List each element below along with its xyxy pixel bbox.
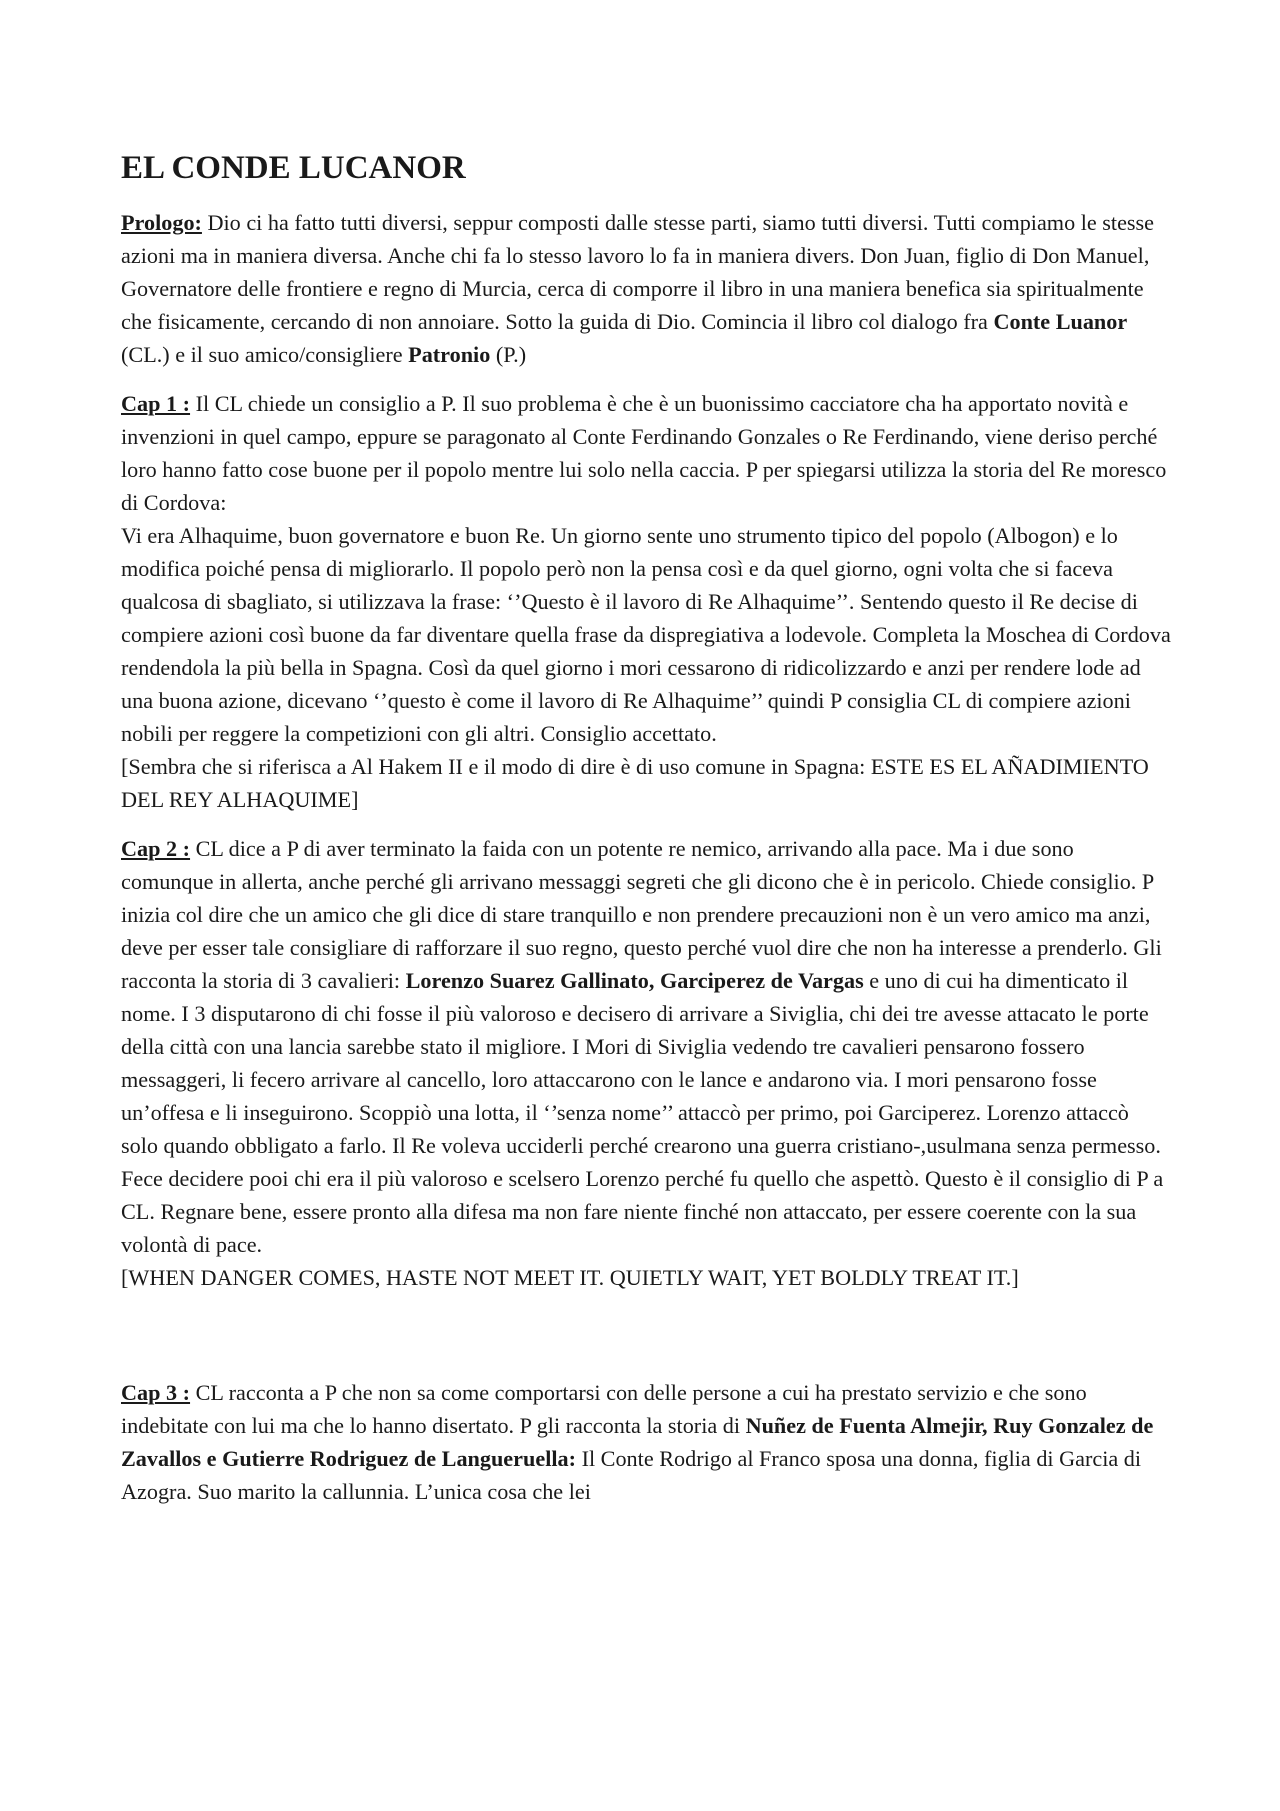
prologo-text-3: (P.) [490, 342, 527, 367]
prologo-text-2: (CL.) e il suo amico/consigliere [121, 342, 409, 367]
document-page [121, 148, 1171, 1508]
cap3-paragraph [121, 1376, 1171, 1508]
cap2-note: [WHEN DANGER COMES, HASTE NOT MEET IT. QUIETLY WAIT, YET BOLDLY TREAT IT.] [121, 1265, 1019, 1290]
cap1-story-paragraph: Vi era Alhaquime, buon governatore e buon Re. Un giorno sente uno strumento tipico del popolo (Albogon) e lo modifica poiché pensa di migliorarlo. Il popolo però non la pensa così e da quel giorno, ogni volta che si faceva qualcosa di sbagliato, si utilizzava la frase: ‘’Questo è il lavoro di Re Alhaquime’’. Sentendo questo il Re decise di compiere azioni così buone da far diventare quella frase da dispregiativa a lodevole. Completa la Moschea di Cordova rendendola la più bella in Spagna. Così da quel giorno i mori cessarono di ridicolizzardo e anzi per rendere lode ad una buona azione, dicevano ‘’questo è come il lavoro di Re Alhaquime’’ quindi P consiglia CL di compiere azioni nobili per reggere la competizioni con gli altri. Consiglio accettato. [121, 523, 1171, 746]
cap3-label: Cap 3 : [121, 1380, 191, 1405]
cap2-bold-knights: Lorenzo Suarez Gallinato, Garciperez de Vargas [405, 968, 864, 993]
cap2-label: Cap 2 : [121, 836, 191, 861]
cap2-text-2: e uno di cui ha dimenticato il nome. I 3 disputarono di chi fosse il più valoroso e decisero di arrivare a Siviglia, chi dei tre avesse attacato le porte della città con una lancia sarebbe stato il migliore. I Mori di Siviglia vedendo tre cavalieri pensarono fossero messaggeri, li fecero arrivare al cancello, loro attaccarono con le lance e andarono via. I mori pensarono fosse un’offesa e li inseguirono. Scoppiò una lotta, il ‘’senza nome’’ attaccò per primo, poi Garciperez. Lorenzo attaccò solo quando obbligato a farlo. Il Re voleva ucciderli perché crearono una guerra cristiano-,usulmana senza permesso. Fece decidere pooi chi era il più valoroso e scelsero Lorenzo perché fu quello che aspettò. Questo è il consiglio di P a CL. Regnare bene, essere pronto alla difesa ma non fare niente finché non attaccato, per essere coerente con la sua volontà di pace. [121, 968, 1164, 1257]
prologo-text-1: Dio ci ha fatto tutti diversi, seppur composti dalle stesse parti, siamo tutti diversi. Tutti compiamo le stesse azioni ma in maniera diversa. Anche chi fa lo stesso lavoro lo fa in maniera divers. Don Juan, figlio di Don Manuel, Governatore delle frontiere e regno di Murcia, cerca di comporre il libro in una maniera benefica sia spiritualmente che fisicamente, cercando di non annoiare. Sotto la guida di Dio. Comincia il libro col dialogo fra [121, 210, 1155, 334]
cap2-text-1: CL dice a P di aver terminato la faida con un potente re nemico, arrivando alla pace. Ma i due sono comunque in allerta, anche perché gli arrivano messaggi segreti che gli dicono che è in pericolo. Chiede consiglio. P inizia col dire che un amico che gli dice di stare tranquillo e non prendere precauzioni non è un vero amico ma anzi, deve per esser tale consigliare di rafforzare il suo regno, questo perché vuol dire che non ha interesse a prenderlo. Gli racconta la storia di 3 cavalieri: [121, 836, 1162, 993]
prologo-bold-patronio: Patronio [408, 342, 491, 367]
document-title: EL CONDE LUCANOR [121, 150, 466, 186]
prologo-label: Prologo: [121, 210, 202, 235]
cap3-bold-names: Nuñez de Fuenta Almejir, Ruy Gonzalez de Zavallos e Gutierre Rodriguez de Langueruella: [121, 1413, 1154, 1471]
prologo-bold-conte: Conte Luanor [993, 309, 1128, 334]
cap1-paragraph [121, 387, 1171, 519]
cap1-note: [Sembra che si riferisca a Al Hakem II e il modo di dire è di uso comune in Spagna: ESTE ES EL AÑADIMIENTO DEL REY ALHAQUIME] [121, 754, 1149, 812]
prologo-paragraph [121, 206, 1171, 371]
cap3-text-1: CL racconta a P che non sa come comportarsi con delle persone a cui ha prestato servizio e che sono indebitate con lui ma che lo hanno disertato. P gli racconta la storia di [121, 1380, 1087, 1438]
cap1-text: Il CL chiede un consiglio a P. Il suo problema è che è un buonissimo cacciatore cha ha apportato novità e invenzioni in quel campo, eppure se paragonato al Conte Ferdinando Gonzales o Re Ferdinando, viene deriso perché loro hanno fatto cose buone per il popolo mentre lui solo nella caccia. P per spiegarsi utilizza la storia del Re moresco di Cordova: [121, 391, 1167, 515]
cap1-label: Cap 1 : [121, 391, 191, 416]
cap3-text-2: Il Conte Rodrigo al Franco sposa una donna, figlia di Garcia di Azogra. Suo marito la callunnia. L’unica cosa che lei [121, 1446, 1142, 1504]
cap2-paragraph [121, 832, 1171, 1261]
